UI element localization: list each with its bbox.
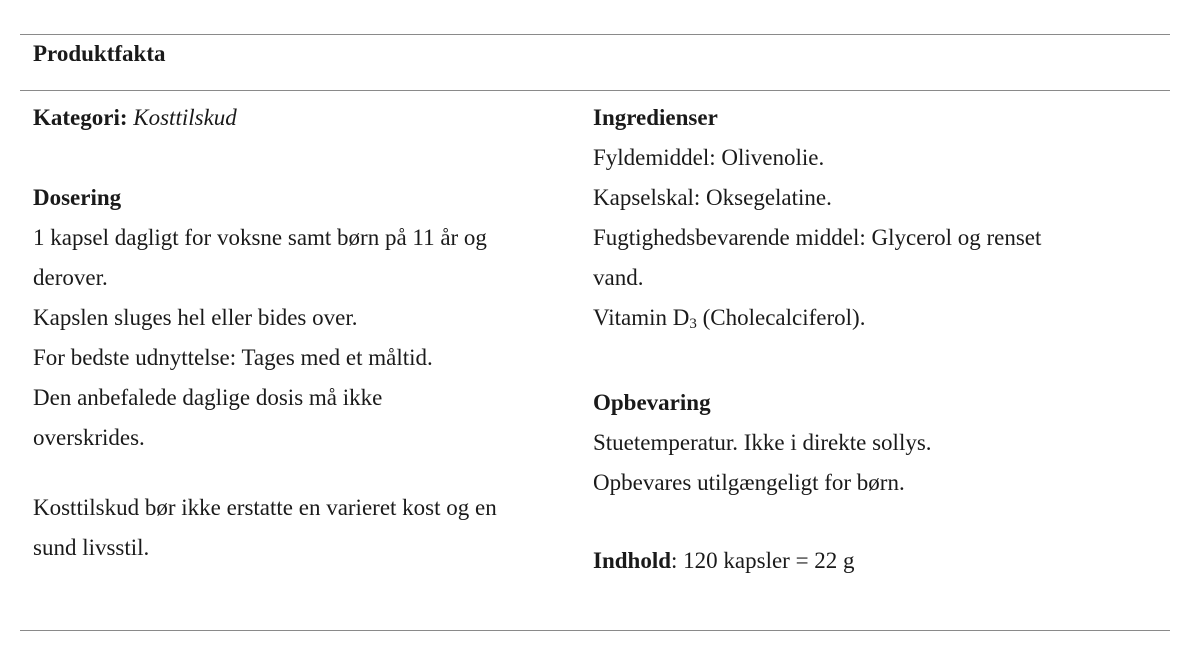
- content-value: : 120 kapsler = 22 g: [671, 548, 855, 573]
- content-line: [593, 541, 1153, 581]
- vitamin-line: [593, 298, 1153, 341]
- vitamin-subscript: 3: [689, 316, 697, 332]
- vitamin-suffix: (Cholecalciferol).: [696, 305, 866, 330]
- dosage-line: 1 kapsel dagligt for voksne samt børn på 11 år og: [33, 225, 487, 250]
- disclaimer-line: Kosttilskud bør ikke erstatte en varieret kost og en: [33, 495, 497, 520]
- product-facts-title: Produktfakta: [33, 41, 166, 66]
- dosage-line: Den anbefalede daglige dosis må ikke: [33, 385, 383, 410]
- bottom-divider: [20, 630, 1170, 631]
- spacer: [593, 503, 1153, 541]
- dosage-line: overskrides.: [33, 425, 145, 450]
- dosage-line: Kapslen sluges hel eller bides over.: [33, 305, 358, 330]
- storage-heading: Opbevaring: [593, 390, 711, 415]
- spacer: [33, 138, 573, 178]
- disclaimer-line: sund livsstil.: [33, 535, 150, 560]
- spacer: [593, 341, 1153, 383]
- top-divider: [20, 34, 1170, 35]
- ingredient-line: Fugtighedsbevarende middel: Glycerol og renset: [593, 225, 1042, 250]
- category-line: [33, 98, 573, 138]
- ingredients-heading: Ingredienser: [593, 105, 718, 130]
- dosage-heading: Dosering: [33, 185, 122, 210]
- ingredient-line: vand.: [593, 265, 644, 290]
- header-divider: [20, 90, 1170, 91]
- right-column: [593, 98, 1153, 581]
- storage-line: Stuetemperatur. Ikke i direkte sollys.: [593, 430, 932, 455]
- vitamin-prefix: Vitamin D: [593, 305, 690, 330]
- content-label: Indhold: [593, 548, 672, 573]
- dosage-line: For bedste udnyttelse: Tages med et måltid.: [33, 345, 433, 370]
- category-label: Kategori:: [33, 105, 128, 130]
- left-column: [33, 98, 573, 568]
- storage-line: Opbevares utilgængeligt for børn.: [593, 470, 905, 495]
- ingredient-line: Kapselskal: Oksegelatine.: [593, 185, 832, 210]
- category-value: Kosttilskud: [133, 105, 237, 130]
- spacer: [33, 458, 573, 488]
- ingredient-line: Fyldemiddel: Olivenolie.: [593, 145, 825, 170]
- dosage-line: derover.: [33, 265, 108, 290]
